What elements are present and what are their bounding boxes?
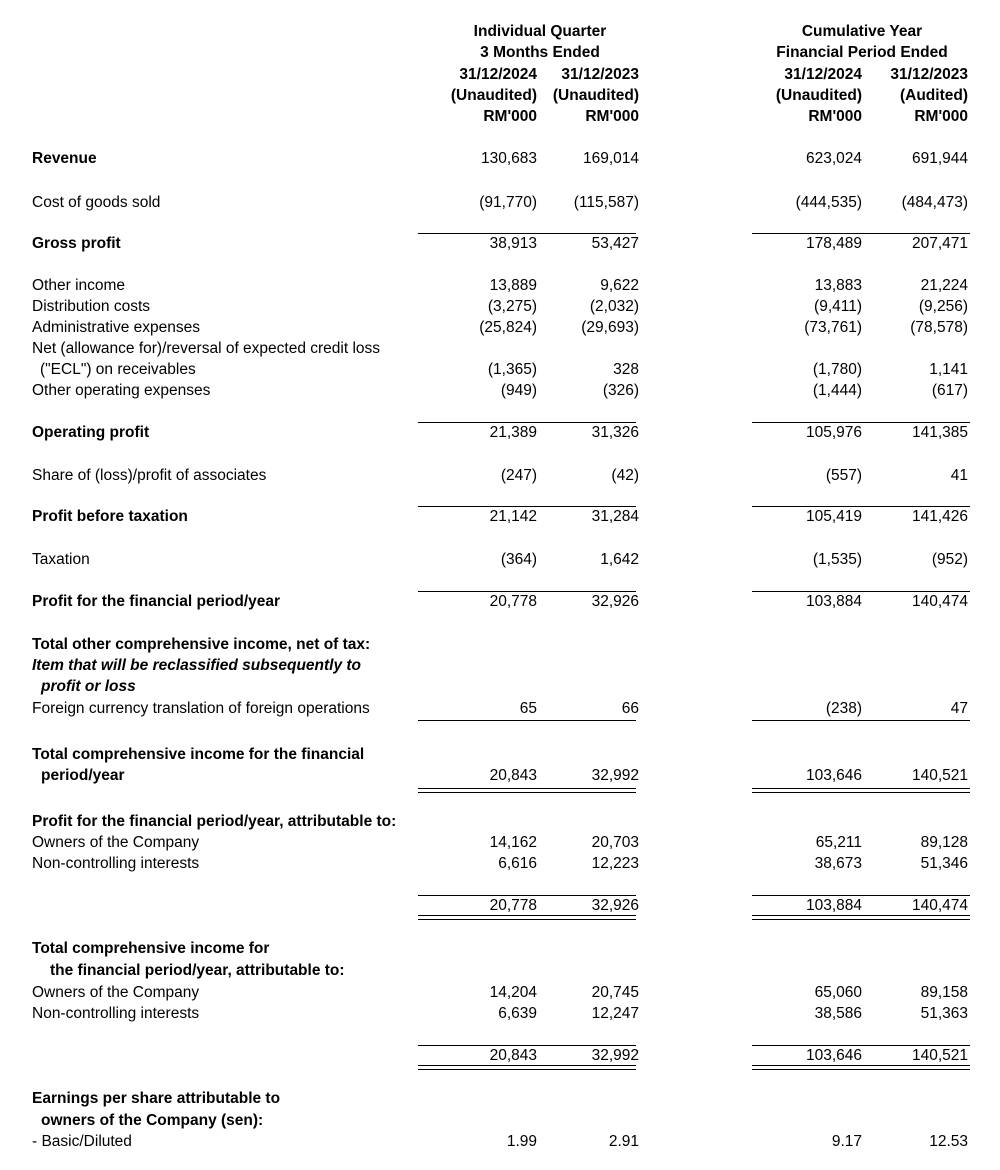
oci-subheading-line1: Item that will be reclassified subsequently to (32, 657, 362, 674)
column-status: (Unaudited) (552, 87, 639, 104)
fx-q-2023: 66 (621, 700, 639, 717)
operating-profit-label: Operating profit (32, 424, 150, 441)
subtotal-rule (752, 720, 970, 721)
column-unit: RM'000 (914, 108, 968, 125)
subtotal-rule (418, 720, 636, 721)
tci-attr-owners-q-2024: 14,204 (489, 984, 537, 1001)
profit-attr-nci-ytd-2023: 51,346 (920, 855, 968, 872)
other-opex-ytd-2024: (1,444) (812, 382, 862, 399)
profit-attr-nci-label: Non-controlling interests (32, 855, 200, 872)
eps-label: - Basic/Diluted (32, 1133, 132, 1150)
profit-attr-total-q-2023: 32,926 (591, 897, 639, 914)
eps-heading-line1: Earnings per share attributable to (32, 1090, 281, 1107)
gross-profit-ytd-2023: 207,471 (911, 235, 968, 252)
tci-attr-total-q-2024: 20,843 (489, 1047, 537, 1064)
oci-heading: Total other comprehensive income, net of tax: (32, 636, 371, 653)
other-opex-q-2023: (326) (602, 382, 639, 399)
operating-profit-q-2023: 31,326 (591, 424, 639, 441)
other-income-label: Other income (32, 277, 126, 294)
cumulative-year-subtitle: Financial Period Ended (776, 44, 948, 61)
total-double-rule (752, 788, 970, 793)
cogs-label: Cost of goods sold (32, 194, 161, 211)
cogs-ytd-2024: (444,535) (795, 194, 862, 211)
other-opex-q-2024: (949) (500, 382, 537, 399)
ecl-label-line2: ("ECL") on receivables (40, 361, 196, 378)
total-double-rule (752, 915, 970, 920)
fx-q-2024: 65 (519, 700, 537, 717)
subtotal-rule (418, 506, 636, 507)
other-income-q-2024: 13,889 (489, 277, 537, 294)
tci-ytd-2023: 140,521 (911, 767, 968, 784)
ecl-q-2023: 328 (613, 361, 639, 378)
cumulative-year-title: Cumulative Year (801, 23, 923, 40)
column-header-3 (776, 64, 862, 127)
revenue-label: Revenue (32, 150, 97, 167)
column-unit: RM'000 (585, 108, 639, 125)
column-header-2 (553, 64, 639, 127)
tci-attr-owners-q-2023: 20,745 (591, 984, 639, 1001)
column-date: 31/12/2023 (890, 66, 968, 83)
pbt-q-2024: 21,142 (489, 508, 537, 525)
taxation-label: Taxation (32, 551, 90, 568)
ecl-label-line1: Net (allowance for)/reversal of expected credit loss (32, 340, 381, 357)
subtotal-rule (752, 506, 970, 507)
column-unit: RM'000 (483, 108, 537, 125)
taxation-q-2024: (364) (500, 551, 537, 568)
gross-profit-label: Gross profit (32, 235, 121, 252)
tci-attr-heading-line1: Total comprehensive income for (32, 940, 270, 957)
profit-period-ytd-2024: 103,884 (805, 593, 862, 610)
gross-profit-q-2023: 53,427 (591, 235, 639, 252)
revenue-q-2024: 130,683 (480, 150, 537, 167)
profit-attr-total-ytd-2023: 140,474 (911, 897, 968, 914)
total-double-rule (418, 1065, 636, 1070)
taxation-ytd-2024: (1,535) (812, 551, 862, 568)
total-double-rule (418, 788, 636, 793)
profit-attr-owners-q-2023: 20,703 (591, 834, 639, 851)
individual-quarter-subtitle: 3 Months Ended (480, 44, 600, 61)
subtotal-rule (418, 233, 636, 234)
associates-q-2023: (42) (611, 467, 639, 484)
admin-label: Administrative expenses (32, 319, 200, 336)
cogs-q-2023: (115,587) (573, 194, 639, 211)
admin-q-2024: (25,824) (479, 319, 537, 336)
revenue-ytd-2023: 691,944 (911, 150, 968, 167)
revenue-ytd-2024: 623,024 (805, 150, 862, 167)
associates-ytd-2023: 41 (950, 467, 968, 484)
profit-period-label: Profit for the financial period/year (32, 593, 281, 610)
tci-attr-heading-line2: the financial period/year, attributable to: (50, 962, 345, 979)
eps-q-2023: 2.91 (608, 1133, 639, 1150)
subtotal-rule (752, 1045, 970, 1046)
other-income-ytd-2024: 13,883 (814, 277, 862, 294)
associates-q-2024: (247) (500, 467, 537, 484)
profit-attr-owners-label: Owners of the Company (32, 834, 200, 851)
tci-attr-owners-ytd-2023: 89,158 (920, 984, 968, 1001)
admin-q-2023: (29,693) (581, 319, 639, 336)
profit-attr-nci-q-2024: 6,616 (498, 855, 537, 872)
subtotal-rule (752, 591, 970, 592)
tci-label-line1: Total comprehensive income for the financial (32, 746, 365, 763)
tci-attr-owners-label: Owners of the Company (32, 984, 200, 1001)
other-income-ytd-2023: 21,224 (920, 277, 968, 294)
tci-attr-nci-q-2023: 12,247 (591, 1005, 639, 1022)
column-status: (Audited) (899, 87, 968, 104)
column-unit: RM'000 (808, 108, 862, 125)
profit-attr-owners-q-2024: 14,162 (489, 834, 537, 851)
taxation-q-2023: 1,642 (600, 551, 639, 568)
eps-heading-line2: owners of the Company (sen): (41, 1112, 264, 1129)
tci-attr-owners-ytd-2024: 65,060 (814, 984, 862, 1001)
pbt-ytd-2023: 141,426 (911, 508, 968, 525)
operating-profit-q-2024: 21,389 (489, 424, 537, 441)
distribution-q-2024: (3,275) (487, 298, 537, 315)
column-date: 31/12/2024 (784, 66, 862, 83)
column-header-1 (451, 64, 537, 127)
cumulative-year-heading (762, 21, 962, 63)
tci-attr-total-ytd-2023: 140,521 (911, 1047, 968, 1064)
tci-ytd-2024: 103,646 (805, 767, 862, 784)
eps-q-2024: 1.99 (506, 1133, 537, 1150)
ecl-ytd-2023: 1,141 (929, 361, 968, 378)
eps-ytd-2023: 12.53 (929, 1133, 968, 1150)
cogs-ytd-2023: (484,473) (901, 194, 968, 211)
gross-profit-q-2024: 38,913 (489, 235, 537, 252)
distribution-label: Distribution costs (32, 298, 151, 315)
profit-period-q-2023: 32,926 (591, 593, 639, 610)
column-header-4 (890, 64, 968, 127)
gross-profit-ytd-2024: 178,489 (805, 235, 862, 252)
subtotal-rule (418, 1045, 636, 1046)
column-date: 31/12/2023 (561, 66, 639, 83)
pbt-q-2023: 31,284 (591, 508, 639, 525)
tci-attr-nci-q-2024: 6,639 (498, 1005, 537, 1022)
associates-label: Share of (loss)/profit of associates (32, 467, 267, 484)
ecl-q-2024: (1,365) (487, 361, 537, 378)
subtotal-rule (418, 422, 636, 423)
subtotal-rule (752, 422, 970, 423)
pbt-label: Profit before taxation (32, 508, 188, 525)
admin-ytd-2024: (73,761) (804, 319, 862, 336)
profit-attr-nci-q-2023: 12,223 (591, 855, 639, 872)
fx-ytd-2024: (238) (825, 700, 862, 717)
total-double-rule (418, 915, 636, 920)
distribution-ytd-2024: (9,411) (814, 298, 862, 315)
admin-ytd-2023: (78,578) (910, 319, 968, 336)
revenue-q-2023: 169,014 (582, 150, 639, 167)
profit-attr-owners-ytd-2023: 89,128 (920, 834, 968, 851)
profit-attr-nci-ytd-2024: 38,673 (814, 855, 862, 872)
column-status: (Unaudited) (775, 87, 862, 104)
cogs-q-2024: (91,770) (479, 194, 537, 211)
ecl-ytd-2024: (1,780) (812, 361, 862, 378)
tci-q-2023: 32,992 (591, 767, 639, 784)
column-status: (Unaudited) (450, 87, 537, 104)
profit-attr-total-ytd-2024: 103,884 (805, 897, 862, 914)
oci-subheading-line2: profit or loss (41, 678, 136, 695)
distribution-ytd-2023: (9,256) (918, 298, 968, 315)
distribution-q-2023: (2,032) (589, 298, 639, 315)
profit-period-q-2024: 20,778 (489, 593, 537, 610)
operating-profit-ytd-2023: 141,385 (911, 424, 968, 441)
total-double-rule (752, 1065, 970, 1070)
eps-ytd-2024: 9.17 (831, 1133, 862, 1150)
profit-attr-total-q-2024: 20,778 (489, 897, 537, 914)
tci-attr-nci-ytd-2024: 38,586 (814, 1005, 862, 1022)
tci-label-line2: period/year (41, 767, 125, 784)
taxation-ytd-2023: (952) (931, 551, 968, 568)
individual-quarter-title: Individual Quarter (473, 23, 607, 40)
other-opex-ytd-2023: (617) (931, 382, 968, 399)
tci-attr-total-ytd-2024: 103,646 (805, 1047, 862, 1064)
operating-profit-ytd-2024: 105,976 (805, 424, 862, 441)
subtotal-rule (418, 591, 636, 592)
subtotal-rule (752, 895, 970, 896)
tci-attr-total-q-2023: 32,992 (591, 1047, 639, 1064)
tci-attr-nci-ytd-2023: 51,363 (920, 1005, 968, 1022)
associates-ytd-2024: (557) (825, 467, 862, 484)
fx-ytd-2023: 47 (950, 700, 968, 717)
subtotal-rule (752, 233, 970, 234)
other-income-q-2023: 9,622 (600, 277, 639, 294)
tci-attr-nci-label: Non-controlling interests (32, 1005, 200, 1022)
profit-attr-owners-ytd-2024: 65,211 (815, 834, 862, 851)
column-date: 31/12/2024 (459, 66, 537, 83)
tci-q-2024: 20,843 (489, 767, 537, 784)
subtotal-rule (418, 895, 636, 896)
pbt-ytd-2024: 105,419 (805, 508, 862, 525)
other-opex-label: Other operating expenses (32, 382, 211, 399)
fx-label: Foreign currency translation of foreign operations (32, 700, 370, 717)
profit-attr-heading: Profit for the financial period/year, attributable to: (32, 813, 397, 830)
individual-quarter-heading (440, 21, 640, 63)
profit-period-ytd-2023: 140,474 (911, 593, 968, 610)
